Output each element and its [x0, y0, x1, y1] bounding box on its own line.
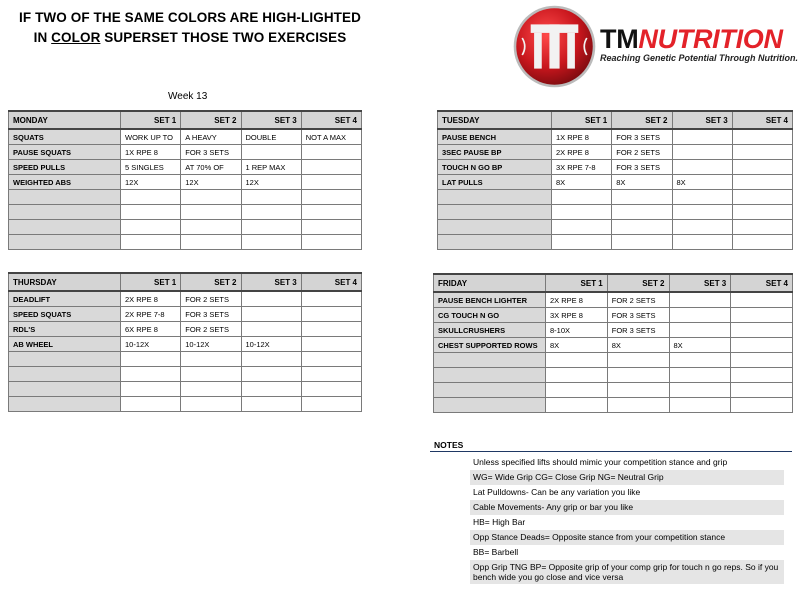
set-cell-3 — [672, 235, 732, 250]
table-row — [9, 352, 362, 367]
brand-tm: TM — [600, 24, 639, 54]
exercise-name — [434, 353, 546, 368]
set-cell-3 — [669, 353, 731, 368]
instruction-line-2 — [0, 28, 380, 48]
exercise-name: SPEED SQUATS — [9, 307, 121, 322]
set-cell-1: 1X RPE 8 — [552, 129, 612, 145]
set-cell-1 — [546, 368, 608, 383]
table-row — [9, 205, 362, 220]
set-cell-4 — [731, 368, 793, 383]
table-row — [9, 397, 362, 412]
set-cell-1 — [546, 353, 608, 368]
note-item: BB= Barbell — [473, 547, 519, 557]
set-cell-2 — [612, 220, 672, 235]
exercise-name: CHEST SUPPORTED ROWS — [434, 338, 546, 353]
set-cell-2 — [607, 368, 669, 383]
exercise-name: RDL'S — [9, 322, 121, 337]
set-cell-2 — [612, 205, 672, 220]
set-cell-3 — [241, 367, 301, 382]
notes-divider — [430, 451, 792, 452]
table-row — [9, 337, 362, 352]
table-row — [9, 220, 362, 235]
table-row — [9, 307, 362, 322]
set-header-1: SET 1 — [121, 273, 181, 291]
set-cell-2 — [607, 383, 669, 398]
exercise-name — [9, 367, 121, 382]
table-row — [438, 129, 793, 145]
set-cell-2: FOR 3 SETS — [607, 323, 669, 338]
table-header-row — [9, 273, 362, 291]
exercise-name: AB WHEEL — [9, 337, 121, 352]
set-cell-1: 2X RPE 8 — [546, 292, 608, 308]
set-header-3: SET 3 — [241, 273, 301, 291]
set-cell-3 — [241, 382, 301, 397]
set-cell-3: 10-12X — [241, 337, 301, 352]
set-cell-3 — [241, 307, 301, 322]
exercise-name — [9, 397, 121, 412]
set-cell-1 — [552, 205, 612, 220]
set-cell-4 — [301, 337, 361, 352]
set-cell-2 — [181, 352, 241, 367]
day-name: TUESDAY — [438, 111, 552, 129]
note-item: Lat Pulldowns- Can be any variation you like — [473, 487, 641, 497]
table-header-row — [438, 111, 793, 129]
set-cell-3 — [241, 145, 301, 160]
set-cell-1: 12X — [121, 175, 181, 190]
exercise-name — [434, 383, 546, 398]
set-cell-2 — [181, 235, 241, 250]
exercise-name — [438, 205, 552, 220]
set-cell-4 — [732, 145, 792, 160]
set-cell-2: FOR 3 SETS — [612, 160, 672, 175]
set-cell-4 — [732, 220, 792, 235]
note-item: Opp Grip TNG BP= Opposite grip of your comp grip for touch n go reps. So if you bench wide you go close and vice versa — [470, 560, 784, 584]
set-cell-3: 8X — [669, 338, 731, 353]
set-cell-1: 8X — [552, 175, 612, 190]
table-row — [434, 323, 793, 338]
day-name: THURSDAY — [9, 273, 121, 291]
set-cell-1 — [121, 367, 181, 382]
set-cell-4 — [301, 175, 361, 190]
set-cell-1: 8X — [546, 338, 608, 353]
set-cell-1 — [121, 397, 181, 412]
table-row — [434, 368, 793, 383]
exercise-name — [438, 220, 552, 235]
set-cell-2: FOR 3 SETS — [181, 145, 241, 160]
set-cell-3 — [241, 322, 301, 337]
set-cell-3: 1 REP MAX — [241, 160, 301, 175]
table-row — [438, 190, 793, 205]
set-cell-4 — [301, 235, 361, 250]
exercise-name — [9, 352, 121, 367]
week-label: Week 13 — [168, 91, 208, 102]
table-row — [9, 367, 362, 382]
set-cell-2 — [607, 398, 669, 413]
set-cell-1 — [552, 235, 612, 250]
set-cell-3 — [672, 205, 732, 220]
note-item: Opp Stance Deads= Opposite stance from your competition stance — [470, 530, 784, 545]
set-cell-2 — [181, 190, 241, 205]
set-cell-1 — [546, 398, 608, 413]
set-header-2: SET 2 — [612, 111, 672, 129]
table-row — [9, 145, 362, 160]
set-cell-4 — [301, 190, 361, 205]
exercise-name: SPEED PULLS — [9, 160, 121, 175]
exercise-name — [438, 190, 552, 205]
table-row — [9, 322, 362, 337]
table-row — [9, 382, 362, 397]
set-cell-2: 8X — [607, 338, 669, 353]
instruction-prefix: IN — [33, 30, 52, 45]
table-header-row — [434, 274, 793, 292]
brand-name — [600, 24, 798, 54]
friday-table — [433, 273, 793, 413]
set-cell-1: 5 SINGLES — [121, 160, 181, 175]
table-row — [9, 175, 362, 190]
exercise-name: WEIGHTED ABS — [9, 175, 121, 190]
table-row — [438, 175, 793, 190]
set-cell-3 — [241, 205, 301, 220]
set-cell-3 — [669, 323, 731, 338]
table-row — [9, 291, 362, 307]
set-cell-4 — [301, 160, 361, 175]
set-cell-1 — [552, 190, 612, 205]
set-header-4: SET 4 — [732, 111, 792, 129]
table-row — [434, 292, 793, 308]
set-cell-3: 12X — [241, 175, 301, 190]
note-item: Cable Movements- Any grip or bar you like — [470, 500, 784, 515]
set-header-3: SET 3 — [241, 111, 301, 129]
set-cell-3 — [241, 190, 301, 205]
set-cell-2 — [181, 205, 241, 220]
set-cell-4 — [301, 291, 361, 307]
set-cell-3 — [669, 398, 731, 413]
set-cell-1: 2X RPE 8 — [552, 145, 612, 160]
set-cell-4 — [301, 145, 361, 160]
set-header-1: SET 1 — [546, 274, 608, 292]
set-cell-1: 10-12X — [121, 337, 181, 352]
set-header-1: SET 1 — [121, 111, 181, 129]
set-cell-3 — [672, 220, 732, 235]
brand-nutrition: NUTRITION — [638, 24, 783, 54]
table-row — [9, 235, 362, 250]
table-row — [434, 353, 793, 368]
set-cell-1 — [121, 220, 181, 235]
set-cell-1: 1X RPE 8 — [121, 145, 181, 160]
note-item: Unless specified lifts should mimic your competition stance and grip — [473, 457, 728, 467]
set-header-3: SET 3 — [672, 111, 732, 129]
exercise-name: LAT PULLS — [438, 175, 552, 190]
set-cell-2: FOR 2 SETS — [607, 292, 669, 308]
brand-block — [600, 24, 798, 63]
monday-table — [8, 110, 362, 250]
exercise-name: PAUSE BENCH LIGHTER — [434, 292, 546, 308]
set-cell-1: 8-10X — [546, 323, 608, 338]
set-header-4: SET 4 — [301, 111, 361, 129]
set-cell-4 — [301, 397, 361, 412]
set-cell-4 — [301, 307, 361, 322]
set-cell-2 — [181, 382, 241, 397]
exercise-name — [434, 398, 546, 413]
set-cell-3 — [241, 220, 301, 235]
set-cell-4 — [732, 190, 792, 205]
table-row — [9, 190, 362, 205]
set-cell-4 — [731, 398, 793, 413]
brand-tagline: Reaching Genetic Potential Through Nutrition. — [600, 53, 799, 63]
set-cell-1 — [121, 190, 181, 205]
set-cell-2: FOR 2 SETS — [612, 145, 672, 160]
exercise-name: 3SEC PAUSE BP — [438, 145, 552, 160]
day-name: MONDAY — [9, 111, 121, 129]
set-cell-3: DOUBLE — [241, 129, 301, 145]
set-header-2: SET 2 — [181, 111, 241, 129]
exercise-name — [9, 382, 121, 397]
set-cell-2: FOR 3 SETS — [181, 307, 241, 322]
set-cell-3 — [241, 291, 301, 307]
set-cell-4 — [731, 383, 793, 398]
set-cell-3 — [672, 129, 732, 145]
exercise-name: DEADLIFT — [9, 291, 121, 307]
table-row — [434, 308, 793, 323]
set-cell-2 — [181, 367, 241, 382]
table-row — [434, 338, 793, 353]
set-cell-4 — [731, 323, 793, 338]
table-header-row — [9, 111, 362, 129]
set-cell-1: 6X RPE 8 — [121, 322, 181, 337]
tm-logo-icon — [512, 4, 597, 89]
set-header-4: SET 4 — [301, 273, 361, 291]
set-cell-4 — [301, 367, 361, 382]
set-header-2: SET 2 — [181, 273, 241, 291]
set-cell-2 — [612, 235, 672, 250]
set-cell-4 — [301, 322, 361, 337]
set-header-4: SET 4 — [731, 274, 793, 292]
exercise-name: SQUATS — [9, 129, 121, 145]
set-cell-4 — [731, 292, 793, 308]
set-cell-4 — [732, 235, 792, 250]
tuesday-table — [437, 110, 793, 250]
set-cell-1 — [552, 220, 612, 235]
superset-instruction — [0, 8, 380, 48]
exercise-name — [9, 190, 121, 205]
set-cell-2 — [181, 397, 241, 412]
day-name: FRIDAY — [434, 274, 546, 292]
set-cell-2: FOR 3 SETS — [607, 308, 669, 323]
set-cell-3 — [669, 292, 731, 308]
set-cell-1: 2X RPE 8 — [121, 291, 181, 307]
note-item: WG= Wide Grip CG= Close Grip NG= Neutral Grip — [470, 470, 784, 485]
exercise-name — [9, 235, 121, 250]
set-cell-4 — [732, 129, 792, 145]
set-cell-3: 8X — [672, 175, 732, 190]
set-cell-1 — [546, 383, 608, 398]
set-cell-1 — [121, 235, 181, 250]
set-cell-2: 8X — [612, 175, 672, 190]
set-cell-4 — [301, 220, 361, 235]
set-cell-1: 2X RPE 7-8 — [121, 307, 181, 322]
set-cell-1: 3X RPE 8 — [546, 308, 608, 323]
exercise-name — [9, 205, 121, 220]
set-cell-1: 3X RPE 7-8 — [552, 160, 612, 175]
set-header-1: SET 1 — [552, 111, 612, 129]
set-cell-1 — [121, 352, 181, 367]
set-cell-3 — [669, 308, 731, 323]
instruction-line-1: IF TWO OF THE SAME COLORS ARE HIGH-LIGHTED — [19, 10, 361, 25]
table-row — [438, 220, 793, 235]
instruction-suffix: SUPERSET THOSE TWO EXERCISES — [100, 30, 347, 45]
set-cell-3 — [672, 160, 732, 175]
set-cell-4 — [732, 175, 792, 190]
set-header-2: SET 2 — [607, 274, 669, 292]
exercise-name: PAUSE BENCH — [438, 129, 552, 145]
exercise-name — [438, 235, 552, 250]
table-row — [9, 160, 362, 175]
set-cell-4 — [301, 205, 361, 220]
table-row — [438, 145, 793, 160]
set-cell-2: FOR 2 SETS — [181, 291, 241, 307]
exercise-name: PAUSE SQUATS — [9, 145, 121, 160]
table-row — [438, 205, 793, 220]
set-cell-4 — [301, 352, 361, 367]
notes-title: NOTES — [434, 440, 464, 450]
set-cell-2: 10-12X — [181, 337, 241, 352]
set-cell-2 — [612, 190, 672, 205]
set-cell-3 — [241, 397, 301, 412]
set-cell-4 — [732, 205, 792, 220]
set-cell-4 — [301, 382, 361, 397]
set-cell-1 — [121, 382, 181, 397]
table-row — [434, 398, 793, 413]
set-cell-3 — [672, 145, 732, 160]
set-cell-1 — [121, 205, 181, 220]
table-row — [434, 383, 793, 398]
set-cell-2 — [181, 220, 241, 235]
set-cell-4 — [731, 353, 793, 368]
exercise-name — [434, 368, 546, 383]
set-cell-2: A HEAVY — [181, 129, 241, 145]
notes-list — [470, 455, 784, 584]
note-item: HB= High Bar — [473, 517, 526, 527]
set-cell-3 — [669, 368, 731, 383]
set-cell-2: 12X — [181, 175, 241, 190]
table-row — [438, 160, 793, 175]
exercise-name — [9, 220, 121, 235]
set-cell-2: FOR 2 SETS — [181, 322, 241, 337]
set-cell-3 — [241, 235, 301, 250]
set-cell-2 — [607, 353, 669, 368]
thursday-table — [8, 272, 362, 412]
instruction-underlined-word: COLOR — [51, 30, 101, 45]
set-cell-4: NOT A MAX — [301, 129, 361, 145]
set-cell-4 — [732, 160, 792, 175]
exercise-name: SKULLCRUSHERS — [434, 323, 546, 338]
table-row — [438, 235, 793, 250]
exercise-name: CG TOUCH N GO — [434, 308, 546, 323]
set-cell-4 — [731, 308, 793, 323]
set-cell-2: FOR 3 SETS — [612, 129, 672, 145]
set-cell-3 — [669, 383, 731, 398]
set-cell-2: AT 70% OF — [181, 160, 241, 175]
set-cell-3 — [241, 352, 301, 367]
set-header-3: SET 3 — [669, 274, 731, 292]
set-cell-4 — [731, 338, 793, 353]
table-row — [9, 129, 362, 145]
set-cell-3 — [672, 190, 732, 205]
set-cell-1: WORK UP TO — [121, 129, 181, 145]
exercise-name: TOUCH N GO BP — [438, 160, 552, 175]
